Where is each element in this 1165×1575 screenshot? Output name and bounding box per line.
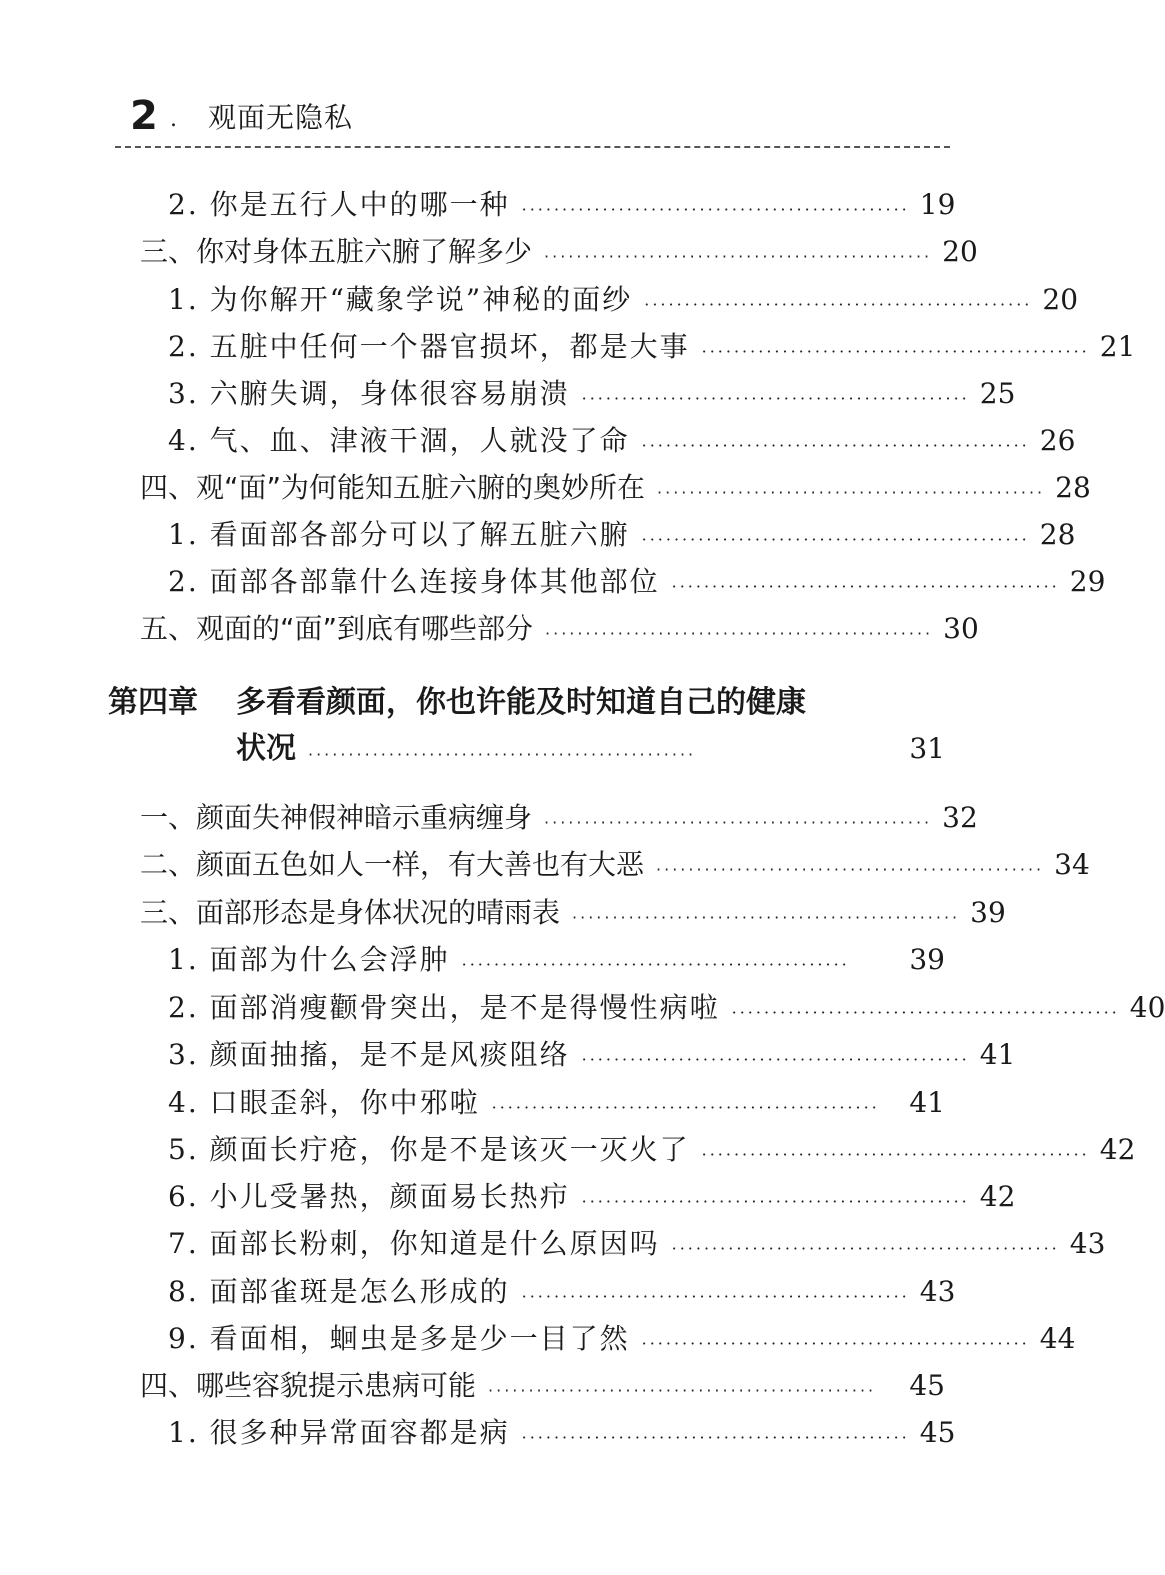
toc-entry-title: 3. 六腑失调，身体很容易崩溃 — [168, 377, 570, 410]
toc-page-number: 21 — [1099, 330, 1136, 363]
dot-leader: ················································ — [671, 577, 1060, 596]
chapter-title-line2: 状况 — [236, 731, 296, 766]
toc-entry[interactable] — [168, 374, 1016, 414]
toc-entry[interactable] — [168, 1130, 1136, 1170]
toc-page-number: 42 — [979, 1180, 1016, 1213]
dot-leader: ················································ — [545, 624, 934, 643]
dot-leader: ················································ — [657, 483, 1046, 502]
toc-entry[interactable] — [140, 609, 979, 649]
toc-page-number: 20 — [942, 235, 978, 268]
toc-entry[interactable] — [168, 185, 956, 225]
toc-entry[interactable] — [168, 280, 1079, 320]
toc-page-number: 40 — [1129, 991, 1165, 1024]
toc-entry[interactable] — [168, 515, 1076, 555]
toc-entry-title: 6. 小儿受暑热，颜面易长热疖 — [168, 1180, 570, 1213]
toc-entry[interactable] — [168, 421, 1076, 461]
toc-entry-title: 2. 五脏中任何一个器官损坏，都是大事 — [168, 330, 690, 363]
dot-leader: ················································ — [641, 530, 1030, 549]
dot-leader: ················································ — [656, 860, 1045, 879]
toc-page-number: 28 — [1055, 471, 1091, 504]
toc-entry[interactable] — [140, 845, 1090, 885]
chapter-title-line2-row — [236, 726, 945, 772]
header-separator: . — [170, 107, 177, 132]
toc-entry-title: 2. 面部消瘦颧骨突出，是不是得慢性病啦 — [168, 991, 720, 1024]
chapter-heading[interactable] — [108, 680, 945, 780]
toc-page-number: 42 — [1099, 1133, 1136, 1166]
toc-entry[interactable] — [168, 1177, 1016, 1217]
dot-leader: ················································ — [701, 342, 1090, 361]
toc-page-number: 43 — [1069, 1227, 1106, 1260]
toc-entry-title: 一、颜面失神假神暗示重病缠身 — [140, 801, 533, 834]
chapter-page-number: 31 — [909, 732, 945, 765]
toc-entry-title: 五、观面的“面”到底有哪些部分 — [140, 612, 534, 645]
toc-entry[interactable] — [140, 1366, 945, 1406]
toc-entry[interactable] — [168, 1083, 945, 1123]
toc-entry[interactable] — [168, 1035, 1016, 1075]
dot-leader: ················································ — [544, 247, 933, 266]
toc-entry-title: 1. 面部为什么会浮肿 — [168, 943, 450, 976]
toc-page-number: 25 — [979, 377, 1016, 410]
toc-entry-title: 四、观“面”为何能知五脏六腑的奥妙所在 — [140, 471, 646, 504]
toc-entry-title: 2. 面部各部靠什么连接身体其他部位 — [168, 565, 660, 598]
toc-entry-title: 四、哪些容貌提示患病可能 — [140, 1369, 477, 1402]
toc-page-number: 39 — [909, 943, 945, 976]
toc-entry[interactable] — [140, 798, 978, 838]
dot-leader: ················································ — [544, 813, 933, 832]
toc-entry-title: 1. 很多种异常面容都是病 — [168, 1416, 510, 1449]
toc-entry[interactable] — [168, 327, 1136, 367]
dot-leader: ················································ — [581, 1050, 970, 1069]
dot-leader: ················································ — [641, 1334, 1030, 1353]
dot-leader: ················································ — [644, 295, 1033, 314]
toc-page-number: 41 — [909, 1086, 945, 1119]
toc-page-number: 41 — [979, 1038, 1016, 1071]
dot-leader: ················································ — [671, 1239, 1060, 1258]
toc-entry[interactable] — [168, 1224, 1106, 1264]
toc-entry-title: 1. 为你解开“藏象学说”神秘的面纱 — [168, 283, 633, 316]
dot-leader: ················································ — [461, 955, 850, 974]
toc-page-number: 45 — [909, 1369, 945, 1402]
dot-leader: ················································ — [572, 908, 961, 927]
toc-entry-title: 三、你对身体五脏六腑了解多少 — [140, 235, 533, 268]
toc-page-number: 28 — [1039, 518, 1076, 551]
toc-page-number: 45 — [919, 1416, 956, 1449]
toc-page-number: 43 — [919, 1275, 956, 1308]
dot-leader: ················································ — [641, 436, 1030, 455]
toc-page-number: 34 — [1054, 848, 1090, 881]
dot-leader: ················································ — [581, 389, 970, 408]
toc-entry[interactable] — [140, 232, 978, 272]
dot-leader: ················································ — [581, 1192, 970, 1211]
toc-page-number: 19 — [919, 188, 956, 221]
dot-leader: ················································ — [491, 1098, 880, 1117]
toc-entry[interactable] — [140, 468, 1091, 508]
toc-entry[interactable] — [168, 1413, 956, 1453]
toc-page-number: 29 — [1069, 565, 1106, 598]
toc-page-number: 44 — [1039, 1322, 1076, 1355]
toc-entry-title: 8. 面部雀斑是怎么形成的 — [168, 1275, 510, 1308]
toc-entry[interactable] — [140, 893, 1006, 933]
dot-leader: ················································ — [521, 1428, 910, 1447]
chapter-label: 第四章 — [108, 685, 198, 720]
dot-leader: ················································ — [521, 1287, 910, 1306]
chapter-title-line1: 多看看颜面，你也许能及时知道自己的健康 — [236, 685, 806, 720]
page-number: 2 — [130, 93, 158, 139]
toc-entry-title: 1. 看面部各部分可以了解五脏六腑 — [168, 518, 630, 551]
toc-entry[interactable] — [168, 988, 1165, 1028]
toc-entry-title: 7. 面部长粉刺，你知道是什么原因吗 — [168, 1227, 660, 1260]
book-title: 观面无隐私 — [208, 101, 354, 134]
toc-entry-title: 3. 颜面抽搐，是不是风痰阻络 — [168, 1038, 570, 1071]
dot-leader: ················································ — [488, 1381, 877, 1400]
toc-page-number: 20 — [1042, 283, 1079, 316]
toc-entry[interactable] — [168, 1319, 1076, 1359]
dot-leader: ················································ — [701, 1145, 1090, 1164]
toc-entry-title: 5. 颜面长疔疮，你是不是该灭一灭火了 — [168, 1133, 690, 1166]
toc-entry-title: 4. 口眼歪斜，你中邪啦 — [168, 1086, 480, 1119]
toc-page-number: 26 — [1039, 424, 1076, 457]
dot-leader: ················································ — [308, 745, 697, 764]
toc-entry-title: 9. 看面相，蛔虫是多是少一目了然 — [168, 1322, 630, 1355]
toc-page-number: 39 — [970, 896, 1006, 929]
toc-entry-title: 三、面部形态是身体状况的晴雨表 — [140, 896, 561, 929]
toc-entry-title: 二、颜面五色如人一样，有大善也有大恶 — [140, 848, 645, 881]
dot-leader: ················································ — [731, 1003, 1120, 1022]
toc-entry[interactable] — [168, 562, 1106, 602]
dot-leader: ················································ — [521, 200, 910, 219]
toc-entry-title: 2. 你是五行人中的哪一种 — [168, 188, 510, 221]
toc-entry[interactable] — [168, 940, 945, 980]
toc-page-number: 30 — [943, 612, 979, 645]
toc-entry[interactable] — [168, 1272, 956, 1312]
toc-entry-title: 4. 气、血、津液干涸，人就没了命 — [168, 424, 630, 457]
toc-page-number: 32 — [942, 801, 978, 834]
